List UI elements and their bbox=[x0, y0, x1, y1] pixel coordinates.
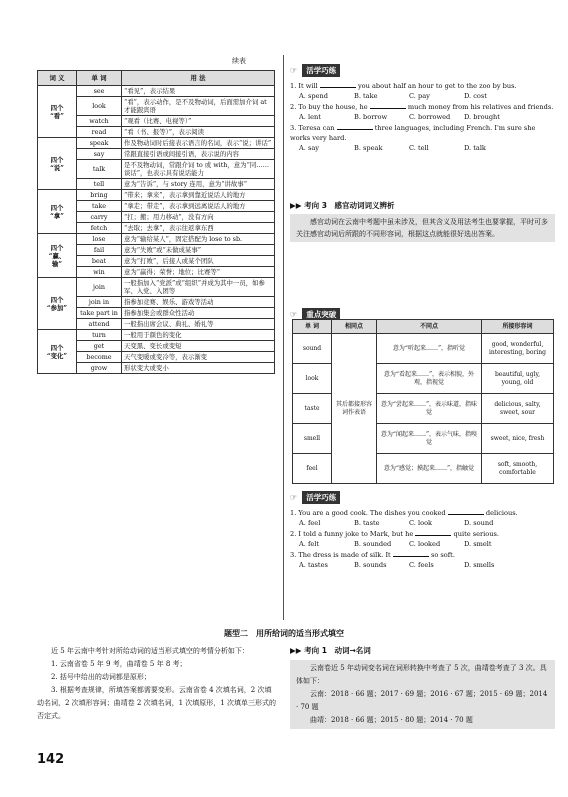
usage-cell: 指参加竞赛、娱乐、游戏等活动 bbox=[122, 297, 275, 308]
usage-cell: “扛；搬；用力移动”，没有方向 bbox=[122, 212, 275, 223]
option: C. pay bbox=[409, 92, 430, 100]
usage-cell: 意为“告诉”，与 story 连用，意为“讲故事” bbox=[122, 179, 275, 190]
usage-cell: 意为“失败”或“未做成某事” bbox=[122, 245, 275, 256]
practice-1-questions bbox=[290, 80, 555, 153]
meaning-cell: 四个 “变化” bbox=[38, 330, 77, 374]
meaning-cell: 四个 “赢、 输” bbox=[38, 234, 77, 278]
option: A. lent bbox=[299, 113, 321, 121]
table-row bbox=[38, 190, 275, 201]
practice-tag: 活学巧练 bbox=[302, 491, 340, 504]
diff-cell: 意为“听起来……”，指听觉 bbox=[377, 334, 482, 364]
word-cell: feel bbox=[293, 454, 332, 484]
diff-cell: 意为“看起来……”，表示相貌，外观，指视觉 bbox=[377, 364, 482, 394]
table-row bbox=[38, 278, 275, 297]
usage-cell: “拿走；带走”，表示拿到远离说话人的地方 bbox=[122, 201, 275, 212]
bottom-left-text bbox=[37, 645, 277, 723]
usage-table bbox=[37, 70, 275, 374]
usage-cell: “观看（比赛、电视等）” bbox=[122, 116, 275, 127]
sense-table-body bbox=[293, 334, 554, 484]
word-cell: taste bbox=[293, 394, 332, 424]
header-adj: 所接形容词 bbox=[482, 320, 554, 334]
option: D. brought bbox=[464, 113, 500, 121]
column-divider bbox=[283, 55, 284, 620]
table-row bbox=[38, 86, 275, 97]
word-cell: take part in bbox=[77, 308, 122, 319]
options-row bbox=[290, 560, 555, 570]
table-row bbox=[38, 138, 275, 149]
word-cell: join in bbox=[77, 297, 122, 308]
meaning-cell: 四个 “拿” bbox=[38, 190, 77, 234]
practice-section-1 bbox=[290, 58, 555, 153]
exam-point-1-box bbox=[290, 660, 555, 729]
common-cell: 其后都接形容词作表语 bbox=[332, 334, 377, 484]
option: D. smelt bbox=[464, 540, 492, 548]
usage-cell: 形状变大或变小 bbox=[122, 363, 275, 374]
usage-cell: “去取；去拿”，表示往返拿东西 bbox=[122, 223, 275, 234]
option: B. sounds bbox=[354, 561, 387, 569]
practice-2-questions bbox=[290, 507, 555, 570]
usage-table-body bbox=[38, 86, 275, 374]
question-text: 3. The dress is made of silk. It bbox=[290, 551, 391, 559]
word-cell: look bbox=[293, 364, 332, 394]
word-cell: win bbox=[77, 267, 122, 278]
question-text: three languages, including French. I'm sure she works very hard. bbox=[290, 124, 536, 142]
question-text: much money from his relatives and friends. bbox=[407, 103, 554, 111]
exam-point-3-title: 考向 3 感官动词词义辨析 bbox=[304, 201, 395, 210]
usage-cell: 作及物动词时后接表示语言的名词，表示“说；讲话” bbox=[122, 138, 275, 149]
header-meaning: 词 义 bbox=[38, 71, 77, 86]
question bbox=[290, 101, 555, 112]
exam-point-1 bbox=[290, 645, 555, 729]
option: C. looked bbox=[409, 540, 441, 548]
double-arrow-icon: ▶▶ bbox=[290, 201, 302, 210]
header-common: 相同点 bbox=[332, 320, 377, 334]
usage-cell: “看”，表示动作，是不及物动词，后面需加介词 at 才能跟宾语 bbox=[122, 97, 275, 116]
question-text: 1. It will bbox=[290, 82, 318, 90]
box-line: 云南卷近 5 年动词变名词在词形转换中考查了 5 次，曲靖卷考查了 3 次。具体如下： bbox=[296, 664, 547, 685]
word-cell: say bbox=[77, 149, 122, 160]
list-item: 3. 根据考查规律，所填答案都需要变形。云南省卷 4 次填名词，2 次填动名词，2 次填形容词；曲靖卷 2 次填名词，1 次填原形，1 次填单三形式的否定式。 bbox=[37, 686, 276, 720]
option: A. tastes bbox=[299, 561, 328, 569]
word-cell: fail bbox=[77, 245, 122, 256]
option: C. feels bbox=[409, 561, 434, 569]
table-row bbox=[38, 330, 275, 341]
exam-point-3-body: 感官动词在云南中考题中虽未涉及，但其含义及用法考生也要掌握，平时可多关注感官动词后所跟的不同形容词，根据这点就能很好选出答案。 bbox=[290, 214, 555, 242]
box-line: 曲靖：2018 · 66 题；2015 · 80 题；2014 · 70 题 bbox=[310, 716, 473, 724]
word-cell: beat bbox=[77, 256, 122, 267]
continued-label: 续表 bbox=[232, 57, 246, 65]
word-cell: see bbox=[77, 86, 122, 97]
question bbox=[290, 549, 555, 560]
question-text: quite serious. bbox=[453, 530, 499, 538]
intro-text: 近 5 年云南中考针对所给动词的适当形式填空的考情分析如下： bbox=[51, 647, 249, 655]
adj-cell: sweet, nice, fresh bbox=[482, 424, 554, 454]
option: B. sounded bbox=[354, 540, 392, 548]
header-diff: 不同点 bbox=[377, 320, 482, 334]
key-tag: 重点突破 bbox=[302, 308, 340, 321]
list-item: 2. 括号中给出的动词都是原形； bbox=[51, 673, 151, 681]
word-cell: attend bbox=[77, 319, 122, 330]
word-cell: become bbox=[77, 352, 122, 363]
question-text: 2. I told a funny joke to Mark, but he bbox=[290, 530, 414, 538]
option: A. feel bbox=[299, 519, 321, 527]
section-title: 题型二 用所给词的适当形式填空 bbox=[224, 629, 344, 638]
word-cell: speak bbox=[77, 138, 122, 149]
question bbox=[290, 122, 555, 143]
word-cell: watch bbox=[77, 116, 122, 127]
option: C. tell bbox=[409, 144, 429, 152]
table-row bbox=[293, 334, 554, 364]
word-cell: bring bbox=[77, 190, 122, 201]
practice-tag: 活学巧练 bbox=[302, 64, 340, 77]
question bbox=[290, 528, 555, 539]
question bbox=[290, 80, 555, 91]
options-row bbox=[290, 518, 555, 528]
option: A. say bbox=[299, 144, 319, 152]
pointing-hand-icon: ☞ bbox=[290, 66, 298, 75]
word-cell: talk bbox=[77, 160, 122, 179]
option: C. borrowed bbox=[409, 113, 451, 121]
sense-table-header bbox=[293, 320, 554, 334]
option: B. take bbox=[354, 92, 378, 100]
word-cell: sound bbox=[293, 334, 332, 364]
word-cell: join bbox=[77, 278, 122, 297]
usage-cell: 意为“打败”，后接人或某个团队 bbox=[122, 256, 275, 267]
option: D. sound bbox=[464, 519, 494, 527]
options-row bbox=[290, 112, 555, 122]
sense-verb-table bbox=[292, 319, 554, 484]
option: C. look bbox=[409, 519, 433, 527]
meaning-cell: 四个 “看” bbox=[38, 86, 77, 138]
usage-cell: 是不及物动词，常跟介词 to 或 with，意为“同……谈话”，也表示具有说话能力 bbox=[122, 160, 275, 179]
option: D. cost bbox=[464, 92, 487, 100]
question-text: 1. You are a good cook. The dishes you cooked bbox=[290, 509, 446, 517]
word-cell: lose bbox=[77, 234, 122, 245]
option: B. speak bbox=[354, 144, 383, 152]
word-cell: look bbox=[77, 97, 122, 116]
options-row bbox=[290, 91, 555, 101]
usage-cell: “带来；拿来”，表示拿到靠近说话人的地方 bbox=[122, 190, 275, 201]
word-cell: take bbox=[77, 201, 122, 212]
word-cell: get bbox=[77, 341, 122, 352]
question bbox=[290, 507, 555, 518]
usage-cell: 意为“输给某人”，固定搭配为 lose to sb. bbox=[122, 234, 275, 245]
answer-blank bbox=[337, 122, 373, 130]
table-header-row bbox=[38, 71, 275, 86]
option: A. spend bbox=[299, 92, 328, 100]
option: D. smells bbox=[464, 561, 495, 569]
meaning-cell: 四个 “说” bbox=[38, 138, 77, 190]
question-text: delicious. bbox=[485, 509, 518, 517]
usage-cell: 意为“赢得；荣誉；地位；比赛等” bbox=[122, 267, 275, 278]
diff-cell: 意为“闻起来……”，表示气味，指嗅觉 bbox=[377, 424, 482, 454]
usage-cell: 天变黑、变长或变短 bbox=[122, 341, 275, 352]
answer-blank bbox=[370, 101, 406, 109]
diff-cell: 意为“感觉；摸起来……”，指触觉 bbox=[377, 454, 482, 484]
exam-point-1-title: 考向 1 动词→名词 bbox=[304, 646, 371, 655]
question-text: 2. To buy the house, he bbox=[290, 103, 368, 111]
adj-cell: good, wonderful, interesting, boring bbox=[482, 334, 554, 364]
question-text: 3. Teresa can bbox=[290, 124, 335, 132]
option: B. taste bbox=[354, 519, 380, 527]
usage-cell: 一般用于颜色的变化 bbox=[122, 330, 275, 341]
word-cell: carry bbox=[77, 212, 122, 223]
question-text: you about half an hour to get to the zoo by bus. bbox=[357, 82, 517, 90]
exam-point-3 bbox=[290, 200, 555, 242]
header-usage: 用 法 bbox=[122, 71, 275, 86]
usage-cell: “看（书、报等）”，表示阅读 bbox=[122, 127, 275, 138]
question-text: so soft. bbox=[430, 551, 455, 559]
table-row bbox=[38, 234, 275, 245]
usage-cell: 指参加集会或群众性活动 bbox=[122, 308, 275, 319]
meaning-cell: 四个 “参加” bbox=[38, 278, 77, 330]
adj-cell: soft, smooth, comfortable bbox=[482, 454, 554, 484]
option: D. talk bbox=[464, 144, 486, 152]
double-arrow-icon: ▶▶ bbox=[290, 646, 302, 655]
pointing-hand-icon: ☞ bbox=[290, 310, 298, 319]
box-line: 云南：2018 · 66 题；2017 · 69 题；2016 · 67 题；2015 · 69 题；2014 · 70 题 bbox=[296, 690, 548, 711]
answer-blank bbox=[448, 507, 484, 515]
word-cell: tell bbox=[77, 179, 122, 190]
word-cell: turn bbox=[77, 330, 122, 341]
usage-cell: 一般指加入“党派”或“组织”并成为其中一员，如参军、入党、入团等 bbox=[122, 278, 275, 297]
option: A. felt bbox=[299, 540, 320, 548]
options-row bbox=[290, 539, 555, 549]
adj-cell: beautiful, ugly, young, old bbox=[482, 364, 554, 394]
answer-blank bbox=[415, 528, 451, 536]
diff-cell: 意为“尝起来……”，表示味道，指味觉 bbox=[377, 394, 482, 424]
options-row bbox=[290, 143, 555, 153]
usage-cell: 一般指出席会议、典礼、婚礼等 bbox=[122, 319, 275, 330]
word-cell: fetch bbox=[77, 223, 122, 234]
adj-cell: delicious, salty, sweet, sour bbox=[482, 394, 554, 424]
usage-cell: 天气变暖或变冷等，表示渐变 bbox=[122, 352, 275, 363]
header-word: 单 词 bbox=[77, 71, 122, 86]
word-cell: read bbox=[77, 127, 122, 138]
pointing-hand-icon: ☞ bbox=[290, 493, 298, 502]
page-number: 142 bbox=[37, 752, 65, 767]
option: B. borrow bbox=[354, 113, 388, 121]
usage-cell: 常跟直接引语或间接引语，表示说的内容 bbox=[122, 149, 275, 160]
word-cell: smell bbox=[293, 424, 332, 454]
answer-blank bbox=[393, 549, 429, 557]
usage-cell: “看见”，表示结果 bbox=[122, 86, 275, 97]
answer-blank bbox=[320, 80, 356, 88]
header-word: 单 词 bbox=[293, 320, 332, 334]
word-cell: grow bbox=[77, 363, 122, 374]
list-item: 1. 云南省卷 5 年 9 考，曲靖卷 5 年 8 考； bbox=[51, 660, 187, 668]
practice-section-2 bbox=[290, 485, 555, 570]
